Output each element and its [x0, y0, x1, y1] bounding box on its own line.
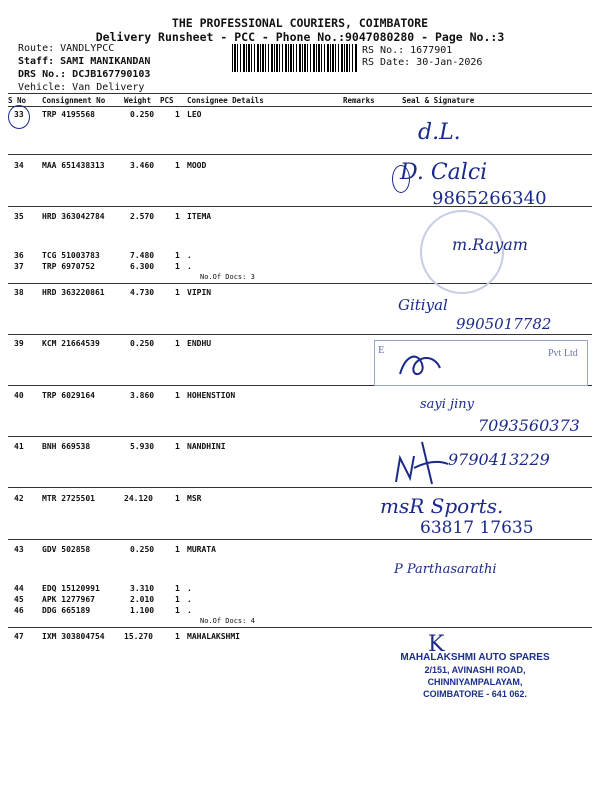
row-35-weight: 2.570 — [130, 212, 155, 221]
signature-34-phone: 9865266340 — [432, 188, 547, 209]
staff-label: Staff: SAMI MANIKANDAN — [18, 56, 151, 67]
row-33-sno: 33 — [14, 110, 24, 119]
row-41-pcs: 1 — [175, 442, 180, 451]
row-35-consignment: HRD 363042784 — [42, 212, 105, 221]
row-37-sno: 37 — [14, 262, 24, 271]
row-40-consignment: TRP 6029164 — [42, 391, 95, 400]
row-47-sno: 47 — [14, 632, 24, 641]
barcode-image — [232, 44, 358, 72]
stamp-47-line1: MAHALAKSHMI AUTO SPARES — [400, 652, 550, 663]
header-top-rule — [8, 93, 592, 94]
stamp-47-line4: COIMBATORE - 641 062. — [423, 689, 527, 699]
row-44-sno: 44 — [14, 584, 24, 593]
col-consignee: Consignee Details — [187, 96, 264, 105]
row-43-weight: 0.250 — [130, 545, 155, 554]
row-44-consignment: EDQ 15120991 — [42, 584, 100, 593]
signature-40-name: sayi jiny — [420, 397, 474, 412]
row-36-consignee: . — [187, 251, 192, 260]
docs-count-note: No.Of Docs: 4 — [200, 617, 255, 625]
stamp-39-left-text: E — [378, 344, 385, 356]
row-41-weight: 5.930 — [130, 442, 155, 451]
header-bottom-rule — [8, 106, 592, 107]
row-40-weight: 3.860 — [130, 391, 155, 400]
signature-43: P Parthasarathi — [394, 562, 497, 577]
row-38-consignment: HRD 363220861 — [42, 288, 105, 297]
row-41-sno: 41 — [14, 442, 24, 451]
row-42-sno: 42 — [14, 494, 24, 503]
stamp-39-right-text: Pvt Ltd — [548, 348, 578, 359]
row-47-consignee: MAHALAKSHMI — [187, 632, 240, 641]
row-34-weight: 3.460 — [130, 161, 155, 170]
signature-41-scribble — [392, 438, 452, 488]
stamp-47-line2: 2/151, AVINASHI ROAD, — [424, 665, 526, 675]
row-39-pcs: 1 — [175, 339, 180, 348]
route-label: Route: VANDLYPCC — [18, 43, 115, 54]
row-42-pcs: 1 — [175, 494, 180, 503]
row-46-consignment: DDG 665189 — [42, 606, 91, 615]
row-41-consignment: BNH 669538 — [42, 442, 91, 451]
row-divider — [8, 154, 592, 155]
row-42-consignment: MTR 2725501 — [42, 494, 95, 503]
row-37-weight: 6.300 — [130, 262, 155, 271]
row-33-circle-mark — [8, 105, 30, 129]
row-33-weight: 0.250 — [130, 110, 155, 119]
row-45-pcs: 1 — [175, 595, 180, 604]
row-45-consignee: . — [187, 595, 192, 604]
row-45-sno: 45 — [14, 595, 24, 604]
row-divider — [8, 283, 592, 284]
row-35-sno: 35 — [14, 212, 24, 221]
signature-38-phone: 9905017782 — [456, 315, 552, 333]
row-divider — [8, 627, 592, 628]
row-34-consignment: MAA 651438313 — [42, 161, 105, 170]
signature-41-phone: 9790413229 — [448, 450, 550, 469]
rs-date: RS Date: 30-Jan-2026 — [362, 57, 483, 68]
row-39-consignee: ENDHU — [187, 339, 212, 348]
docs-count-note: No.Of Docs: 3 — [200, 273, 255, 281]
row-45-weight: 2.010 — [130, 595, 155, 604]
signature-35: m.Rayam — [452, 235, 528, 254]
row-38-sno: 38 — [14, 288, 24, 297]
row-36-consignment: TCG 51003783 — [42, 251, 100, 260]
row-39-sno: 39 — [14, 339, 24, 348]
row-47-weight: 15.270 — [124, 632, 153, 641]
signature-42-phone: 63817 17635 — [420, 518, 534, 538]
row-42-weight: 24.120 — [124, 494, 153, 503]
row-37-pcs: 1 — [175, 262, 180, 271]
drs-label: DRS No.: DCJB167790103 — [18, 69, 151, 80]
row-34-pcs: 1 — [175, 161, 180, 170]
row-42-consignee: MSR — [187, 494, 202, 503]
row-43-consignment: GDV 502858 — [42, 545, 91, 554]
col-pcs: PCS — [160, 96, 174, 105]
row-37-consignment: TRP 6970752 — [42, 262, 95, 271]
row-divider — [8, 334, 592, 335]
rs-number: RS No.: 1677901 — [362, 45, 453, 56]
signature-42-name: msR Sports. — [380, 494, 504, 518]
row-39-weight: 0.250 — [130, 339, 155, 348]
signature-33: d.L. — [418, 120, 461, 145]
company-title: THE PROFESSIONAL COURIERS, COIMBATORE — [171, 16, 429, 30]
row-40-sno: 40 — [14, 391, 24, 400]
row-41-consignee: NANDHINI — [187, 442, 226, 451]
signature-34-name: D. Calci — [400, 160, 488, 185]
row-34-sno: 34 — [14, 161, 24, 170]
row-40-pcs: 1 — [175, 391, 180, 400]
row-33-consignment: TRP 4195568 — [42, 110, 95, 119]
row-44-consignee: . — [187, 584, 192, 593]
row-divider — [8, 487, 592, 488]
row-46-consignee: . — [187, 606, 192, 615]
row-46-pcs: 1 — [175, 606, 180, 615]
row-38-pcs: 1 — [175, 288, 180, 297]
row-divider — [8, 539, 592, 540]
row-43-sno: 43 — [14, 545, 24, 554]
stamp-47-line3: CHINNIYAMPALAYAM, — [427, 677, 523, 687]
col-consignment: Consignment No — [42, 96, 106, 105]
row-35-consignee: ITEMA — [187, 212, 212, 221]
row-45-consignment: APK 1277967 — [42, 595, 95, 604]
row-38-consignee: VIPIN — [187, 288, 212, 297]
col-seal-signature: Seal & Signature — [402, 96, 475, 105]
row-36-pcs: 1 — [175, 251, 180, 260]
col-weight: Weight — [124, 96, 152, 105]
row-37-consignee: . — [187, 262, 192, 271]
row-34-consignee: MOOD — [187, 161, 207, 170]
row-36-weight: 7.480 — [130, 251, 155, 260]
row-47-consignment: IXM 303804754 — [42, 632, 105, 641]
row-40-consignee: HOHENSTION — [187, 391, 236, 400]
row-43-pcs: 1 — [175, 545, 180, 554]
signature-40-phone: 7093560373 — [478, 416, 580, 435]
row-44-weight: 3.310 — [130, 584, 155, 593]
signature-47-mark: K — [428, 632, 445, 657]
runsheet-subtitle: Delivery Runsheet - PCC - Phone No.:9047080280 - Page No.:3 — [95, 30, 505, 44]
signature-39-scribble — [396, 348, 444, 382]
row-44-pcs: 1 — [175, 584, 180, 593]
row-39-consignment: KCM 21664539 — [42, 339, 100, 348]
col-remarks: Remarks — [343, 96, 375, 105]
row-35-pcs: 1 — [175, 212, 180, 221]
col-sno: S No — [8, 96, 27, 105]
row-46-sno: 46 — [14, 606, 24, 615]
row-38-weight: 4.730 — [130, 288, 155, 297]
vehicle-label: Vehicle: Van Delivery — [18, 82, 145, 93]
signature-38-name: Gitiyal — [398, 296, 448, 314]
row-46-weight: 1.100 — [130, 606, 155, 615]
row-33-consignee: LEO — [187, 110, 202, 119]
row-43-consignee: MURATA — [187, 545, 216, 554]
row-33-pcs: 1 — [175, 110, 180, 119]
row-divider — [8, 436, 592, 437]
row-47-pcs: 1 — [175, 632, 180, 641]
row-36-sno: 36 — [14, 251, 24, 260]
